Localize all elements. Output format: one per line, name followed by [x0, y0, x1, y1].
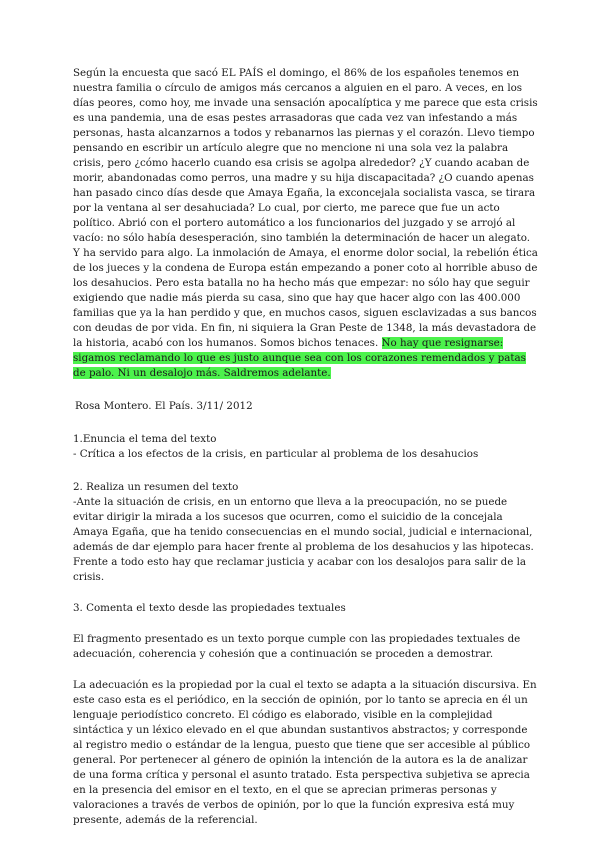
article-paragraph: [73, 66, 540, 381]
question-2-title: 2. Realiza un resumen del texto: [73, 481, 239, 493]
question-2-answer: -Ante la situación de crisis, en un entorno que lleva a la preocupación, no se puede evitar dirigir la mirada a los sucesos que ocurren, como el suicidio de la concejala Amaya Egaña, que ha tenido consecuencias en el mundo social, judicial e internacional, además de dar ejemplo para hacer frente al problema de los desahucios y las hipotecas. Frente a todo esto hay que reclamar justicia y acabar con los desalojos para salir de la crisis.: [73, 496, 534, 583]
question-1-title: 1.Enuncia el tema del texto: [73, 433, 217, 445]
author-citation: Rosa Montero. El País. 3/11/ 2012: [75, 400, 253, 412]
question-3-title: 3. Comenta el texto desde las propiedades textuales: [73, 602, 346, 614]
question-1-answer: - Crítica a los efectos de la crisis, en particular al problema de los desahucios: [73, 448, 479, 460]
question-3-adecuacion: La adecuación es la propiedad por la cual el texto se adapta a la situación discursiva. En este caso esta es el periódico, en la sección de opinión, por lo tanto se aprecia en él un lenguaje periodístico concreto. El código es elaborado, visible en la complejidad sintáctica y un léxico elevado en el que abundan sustantivos abstractos; y corresponde al registro medio o estándar de la lengua, puesto que tiene que ser accesible al público general. Por pertenecer al género de opinión la intención de la autora es la de analizar de una forma crítica y personal el asunto tratado. Esta perspectiva subjetiva se aprecia en la presencia del emisor en el texto, en el que se aprecian primeras personas y valoraciones a través de verbos de opinión, por lo que la función expresiva está muy presente, además de la referencial.: [73, 679, 537, 826]
question-3-intro: El fragmento presentado es un texto porque cumple con las propiedades textuales de adecuación, coherencia y cohesión que a continuación se proceden a demostrar.: [73, 633, 521, 660]
article-text: Según la encuesta que sacó EL PAÍS el domingo, el 86% de los españoles tenemos en nuestra familia o círculo de amigos más cercanos a alguien en el paro. A veces, en los días peores, como hoy, me invade una sensación apocalíptica y me parece que esta crisis es una pandemia, una de esas pestes arrasadoras que cada vez van infestando a más personas, hasta alcanzarnos a todos y rebanarnos las piernas y el corazón. Llevo tiempo pensando en escribir un artículo alegre que no mencione ni una sola vez la palabra crisis, pero ¿cómo hacerlo cuando esa crisis se agolpa alrededor? ¿Y cuando acaban de morir, abandonadas como perros, una madre y su hija discapacitada? ¿O cuando apenas han pasado cinco días desde que Amaya Egaña, la exconcejala socialista vasca, se tirara por la ventana al ser desahuciada? Lo cual, por cierto, me parece que fue un acto político. Abrió con el portero automático a los funcionarios del juzgado y se arrojó al vacío: no sólo había desesperación, sino también la determinación de hacer un alegato. Y ha servido para algo. La inmolación de Amaya, el enorme dolor social, la rebelión ética de los jueces y la condena de Europa están empezando a poner coto al horrible abuso de los desahucios. Pero esta batalla no ha hecho más que empezar: no sólo hay que seguir exigiendo que nadie más pierda su casa, sino que hay que hacer algo con las 400.000 familias que ya la han perdido y que, en muchos casos, siguen esclavizadas a sus bancos con deudas de por vida. En fin, ni siquiera la Gran Peste de 1348, la más devastadora de la historia, acabó con los humanos. Somos bichos tenaces.: [73, 67, 538, 349]
highlighted-text: No hay que resignarse: sigamos reclamando lo que es justo aunque sea con los corazones remendados y patas de palo. Ni un desalojo más. Saldremos adelante.: [73, 337, 526, 379]
